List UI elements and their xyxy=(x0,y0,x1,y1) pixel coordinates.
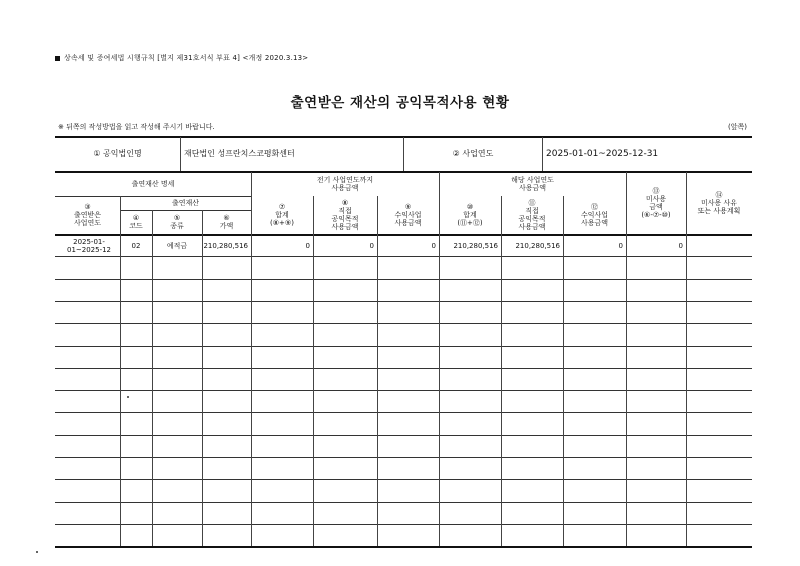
grid-vline xyxy=(501,234,502,546)
grid-hline xyxy=(55,479,752,480)
row-unused: 0 xyxy=(678,241,683,250)
grid-hline xyxy=(55,368,752,369)
row-amount: 210,280,516 xyxy=(203,241,248,250)
row-curr-profit: 0 xyxy=(618,241,623,250)
grid-vline xyxy=(120,234,121,546)
grid-hline xyxy=(55,502,752,503)
group-prev-header: 전기 사업연도까지 사용금액 xyxy=(316,175,374,192)
grid-hline xyxy=(55,524,752,525)
grid-hline xyxy=(55,546,752,548)
corp-name-label: ① 공익법인명 xyxy=(93,149,142,159)
row-reason xyxy=(686,235,752,257)
col-header-prev-total: ⑦ 합계 (⑧+⑨) xyxy=(270,202,294,228)
grid-vline xyxy=(180,137,181,171)
col-header-reason: ⑭ 미사용 사유 또는 사용계획 xyxy=(697,190,741,216)
grid-vline xyxy=(251,234,252,546)
grid-hline xyxy=(55,390,752,391)
grid-hline xyxy=(55,346,752,347)
instruction-note: ※ 뒤쪽의 작성방법을 읽고 작성해 주시기 바랍니다. xyxy=(58,123,215,131)
form-reference: 상속세 및 증여세법 시행규칙 [별지 제31호서식 부표 4] <개정 2020.3.13> xyxy=(55,53,308,63)
page-title: 출연받은 재산의 공익목적사용 현황 xyxy=(290,95,510,111)
corp-name-value: 재단법인 성프란치스코평화센터 xyxy=(184,149,295,159)
col-header-amount: ⑥ 가액 xyxy=(219,213,234,230)
col-header-year: ③ 출연받은 사업연도 xyxy=(73,202,102,228)
grid-hline xyxy=(55,301,752,302)
grid-vline xyxy=(563,234,564,546)
scan-speck xyxy=(127,396,129,398)
row-curr-total: 210,280,516 xyxy=(453,241,498,250)
group-donated-header: 출연재산 명세 xyxy=(131,179,175,188)
row-prev-profit: 0 xyxy=(431,241,436,250)
row-prev-direct: 0 xyxy=(369,241,374,250)
grid-hline xyxy=(55,279,752,280)
col-header-curr-direct: ⑪ 직접 공익목적 사용금액 xyxy=(518,198,546,232)
col-header-prev-direct: ⑧ 직접 공익목적 사용금액 xyxy=(331,198,359,232)
grid-vline xyxy=(542,137,543,171)
col-header-code: ④ 코드 xyxy=(129,213,143,230)
grid-vline xyxy=(626,234,627,546)
grid-vline xyxy=(439,234,440,546)
group-donated-sub-header: 출연재산 xyxy=(171,198,200,207)
col-header-type: ⑤ 종류 xyxy=(170,213,184,230)
grid-vline xyxy=(152,234,153,546)
business-year-value: 2025-01-01~2025-12-31 xyxy=(546,148,659,159)
grid-hline xyxy=(55,323,752,324)
page-side-label: (앞쪽) xyxy=(728,123,747,131)
row-curr-direct: 210,280,516 xyxy=(515,241,560,250)
square-bullet-icon xyxy=(55,56,60,61)
row-code: 02 xyxy=(131,241,141,250)
business-year-label: ② 사업연도 xyxy=(452,149,494,159)
grid-vline xyxy=(313,234,314,546)
row-prev-total: 0 xyxy=(305,241,310,250)
grid-vline xyxy=(202,234,203,546)
row-type: 예적금 xyxy=(166,241,188,250)
group-curr-header: 해당 사업연도 사용금액 xyxy=(511,175,554,192)
grid-hline xyxy=(55,412,752,413)
scan-speck xyxy=(36,551,38,553)
col-header-prev-profit: ⑨ 수익사업 사용금액 xyxy=(394,202,422,228)
grid-vline xyxy=(686,234,687,546)
col-header-curr-total: ⑩ 합계 (⑪+⑫) xyxy=(457,202,483,228)
grid-vline xyxy=(403,137,404,171)
col-header-curr-profit: ⑫ 수익사업 사용금액 xyxy=(580,202,609,228)
grid-hline xyxy=(55,435,752,436)
col-header-unused: ⑬ 미사용 금액 (⑥-⑦-⑩) xyxy=(641,186,671,220)
grid-vline xyxy=(377,234,378,546)
row-year: 2025-01-01~2025-12 xyxy=(66,237,112,254)
grid-hline xyxy=(55,457,752,458)
